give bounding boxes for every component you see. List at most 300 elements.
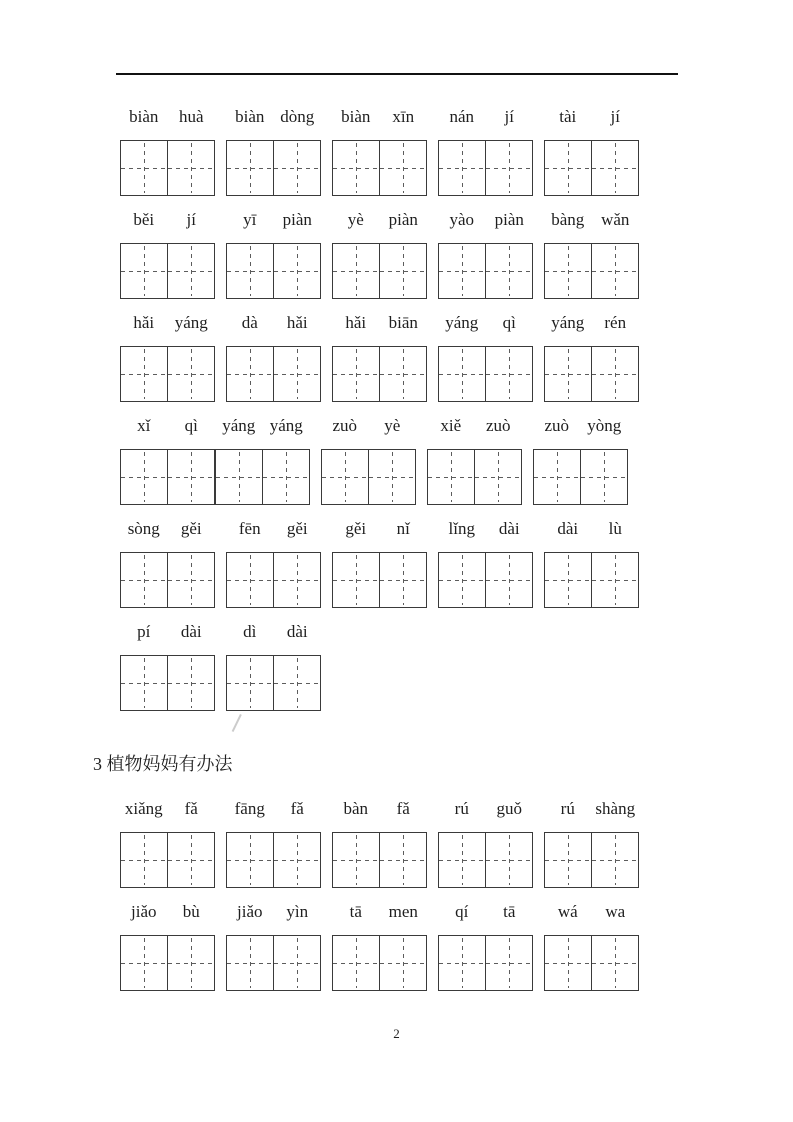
- word-item: [438, 206, 533, 299]
- writing-cell: [274, 833, 320, 887]
- pinyin-syllable: dà: [241, 313, 258, 332]
- writing-cell: [439, 244, 486, 298]
- word-item: [438, 103, 533, 196]
- writing-grid: [226, 655, 321, 711]
- writing-cell: [227, 347, 274, 401]
- writing-cell: [227, 244, 274, 298]
- word-item: [544, 309, 639, 402]
- writing-grid: [544, 243, 639, 299]
- writing-grid: [332, 935, 427, 991]
- grid-box: [321, 449, 416, 505]
- pinyin-syllable: yáng: [174, 313, 208, 332]
- writing-cell: [428, 450, 475, 504]
- word-row: [120, 618, 680, 711]
- pinyin-syllable: xiě: [440, 416, 462, 435]
- pinyin-syllable: rú: [560, 799, 575, 818]
- writing-cell: [168, 450, 214, 504]
- writing-cell: [592, 833, 638, 887]
- pinyin-syllable: bàn: [343, 799, 369, 818]
- writing-cell: [486, 141, 532, 195]
- writing-cell: [227, 141, 274, 195]
- pinyin-label: [120, 412, 310, 449]
- writing-cell: [369, 450, 415, 504]
- writing-cell: [333, 141, 380, 195]
- pinyin-syllable: hǎi: [133, 313, 155, 332]
- pinyin-label: [544, 795, 639, 832]
- writing-cell: [168, 141, 214, 195]
- grid-box: [120, 449, 215, 505]
- grid-box: [332, 935, 427, 991]
- word-item: [120, 795, 215, 888]
- grid-box: [332, 552, 427, 608]
- writing-grid: [321, 449, 416, 505]
- grid-box: [332, 832, 427, 888]
- pinyin-label: [226, 206, 321, 243]
- writing-cell: [545, 833, 592, 887]
- pinyin-syllable: yè: [384, 416, 401, 435]
- writing-grid: [438, 552, 533, 608]
- pinyin-syllable: piàn: [282, 210, 312, 229]
- writing-cell: [274, 141, 320, 195]
- writing-cell: [545, 936, 592, 990]
- word-item: [438, 515, 533, 608]
- grid-box: [544, 832, 639, 888]
- pinyin-syllable: xǐ: [137, 416, 151, 435]
- writing-cell: [439, 936, 486, 990]
- grid-box: [332, 140, 427, 196]
- pinyin-syllable: tā: [503, 902, 516, 921]
- writing-cell: [121, 450, 168, 504]
- writing-cell: [168, 347, 214, 401]
- pinyin-label: [427, 412, 522, 449]
- pinyin-label: [438, 309, 533, 346]
- writing-cell: [380, 833, 426, 887]
- pinyin-label: [438, 795, 533, 832]
- grid-box: [120, 552, 215, 608]
- pinyin-label: [544, 309, 639, 346]
- writing-cell: [274, 347, 320, 401]
- pinyin-label: [332, 898, 427, 935]
- writing-cell: [121, 936, 168, 990]
- writing-cell: [121, 656, 168, 710]
- pinyin-syllable: rén: [604, 313, 627, 332]
- writing-cell: [274, 936, 320, 990]
- pinyin-syllable: fǎ: [396, 799, 410, 818]
- writing-grid: [544, 140, 639, 196]
- word-item: [226, 795, 321, 888]
- writing-grid: [533, 449, 628, 505]
- grid-box: [332, 346, 427, 402]
- writing-grid: [120, 140, 215, 196]
- pinyin-syllable: yáng: [551, 313, 585, 332]
- grid-box: [120, 346, 215, 402]
- grid-box: [544, 140, 639, 196]
- writing-cell: [168, 553, 214, 607]
- grid-box: [544, 935, 639, 991]
- pinyin-syllable: zuò: [544, 416, 570, 435]
- pinyin-label: [438, 898, 533, 935]
- word-row: [120, 103, 680, 196]
- word-item: [427, 412, 522, 505]
- pinyin-syllable: běi: [133, 210, 155, 229]
- word-item: [544, 515, 639, 608]
- writing-cell: [486, 347, 532, 401]
- writing-cell: [121, 833, 168, 887]
- pinyin-syllable: men: [388, 902, 418, 921]
- writing-cell: [380, 347, 426, 401]
- writing-cell: [545, 244, 592, 298]
- pinyin-label: [544, 206, 639, 243]
- pinyin-syllable: dài: [557, 519, 579, 538]
- pinyin-syllable: rú: [454, 799, 469, 818]
- pinyin-label: [544, 898, 639, 935]
- writing-grid: [438, 935, 533, 991]
- pinyin-syllable: yáng: [222, 416, 256, 435]
- writing-cell: [274, 244, 320, 298]
- pinyin-syllable: jiǎo: [131, 902, 157, 921]
- pinyin-syllable: qì: [184, 416, 198, 435]
- pinyin-label: [332, 515, 427, 552]
- word-item: [332, 309, 427, 402]
- grid-box: [226, 346, 321, 402]
- pinyin-syllable: jí: [186, 210, 196, 229]
- writing-cell: [545, 141, 592, 195]
- grid-box: [120, 935, 215, 991]
- writing-grid: [226, 243, 321, 299]
- pinyin-syllable: gěi: [180, 519, 202, 538]
- writing-grid: [332, 832, 427, 888]
- pinyin-syllable: fēn: [238, 519, 261, 538]
- writing-cell: [333, 833, 380, 887]
- writing-cell: [592, 347, 638, 401]
- writing-cell: [216, 450, 263, 504]
- pinyin-syllable: wa: [605, 902, 626, 921]
- grid-box: [544, 346, 639, 402]
- pinyin-syllable: gěi: [345, 519, 367, 538]
- writing-cell: [274, 656, 320, 710]
- writing-cell: [545, 553, 592, 607]
- writing-cell: [333, 347, 380, 401]
- pinyin-label: [226, 309, 321, 346]
- writing-cell: [168, 244, 214, 298]
- pinyin-syllable: tā: [349, 902, 362, 921]
- pinyin-syllable: fǎ: [290, 799, 304, 818]
- writing-cell: [486, 833, 532, 887]
- pinyin-label: [332, 206, 427, 243]
- writing-grid: [332, 243, 427, 299]
- writing-grid: [226, 346, 321, 402]
- grid-box: [226, 552, 321, 608]
- writing-cell: [545, 347, 592, 401]
- writing-cell: [322, 450, 369, 504]
- pinyin-syllable: yáng: [269, 416, 303, 435]
- grid-box: [226, 832, 321, 888]
- pinyin-label: [332, 103, 427, 140]
- word-item: [226, 515, 321, 608]
- pinyin-label: [321, 412, 416, 449]
- worksheet-content: [93, 103, 680, 1001]
- writing-cell: [121, 347, 168, 401]
- writing-cell: [439, 141, 486, 195]
- writing-cell: [534, 450, 581, 504]
- writing-grid: [544, 552, 639, 608]
- writing-grid: [226, 140, 321, 196]
- pinyin-syllable: lǐng: [448, 519, 475, 538]
- pinyin-label: [120, 515, 215, 552]
- word-item: [120, 103, 215, 196]
- grid-box: [427, 449, 522, 505]
- pinyin-label: [226, 515, 321, 552]
- writing-cell: [333, 936, 380, 990]
- word-item: [332, 795, 427, 888]
- pinyin-label: [120, 206, 215, 243]
- pinyin-syllable: wá: [557, 902, 578, 921]
- header-rule: [116, 73, 678, 75]
- pinyin-syllable: jí: [610, 107, 620, 126]
- writing-cell: [581, 450, 627, 504]
- writing-cell: [439, 553, 486, 607]
- grid-box: [226, 935, 321, 991]
- word-item: [120, 309, 215, 402]
- pinyin-syllable: sòng: [127, 519, 160, 538]
- writing-cell: [227, 833, 274, 887]
- pinyin-label: [120, 309, 215, 346]
- pinyin-syllable: biàn: [341, 107, 371, 126]
- pinyin-label: [120, 898, 215, 935]
- pinyin-syllable: nǐ: [396, 519, 410, 538]
- word-item: [226, 103, 321, 196]
- word-item: [120, 412, 310, 505]
- pinyin-syllable: zuò: [485, 416, 511, 435]
- word-row: [120, 412, 680, 505]
- pinyin-syllable: xiǎng: [124, 799, 163, 818]
- word-row: [120, 898, 680, 991]
- writing-cell: [168, 833, 214, 887]
- writing-cell: [439, 347, 486, 401]
- word-item: [544, 795, 639, 888]
- writing-grid: [438, 140, 533, 196]
- pinyin-syllable: shàng: [595, 799, 636, 818]
- grid-box: [438, 552, 533, 608]
- pinyin-syllable: guǒ: [496, 799, 522, 818]
- pinyin-syllable: qí: [455, 902, 469, 921]
- word-item: [226, 206, 321, 299]
- writing-cell: [592, 936, 638, 990]
- word-item: [226, 309, 321, 402]
- pinyin-label: [120, 618, 215, 655]
- grid-box: [332, 243, 427, 299]
- pinyin-syllable: dòng: [280, 107, 315, 126]
- pinyin-syllable: dài: [498, 519, 520, 538]
- writing-grid: [120, 346, 215, 402]
- pinyin-syllable: dì: [243, 622, 257, 641]
- grid-box: [438, 243, 533, 299]
- pinyin-label: [533, 412, 628, 449]
- word-item: [120, 515, 215, 608]
- writing-cell: [274, 553, 320, 607]
- writing-cell: [486, 553, 532, 607]
- pinyin-syllable: biān: [388, 313, 418, 332]
- page-number: 2: [393, 1026, 400, 1041]
- word-item: [120, 898, 215, 991]
- grid-box: [120, 832, 215, 888]
- pinyin-syllable: biàn: [235, 107, 265, 126]
- word-item: [332, 515, 427, 608]
- writing-grid: [332, 140, 427, 196]
- pinyin-syllable: yào: [449, 210, 475, 229]
- pinyin-syllable: fǎ: [184, 799, 198, 818]
- grid-box: [120, 655, 215, 711]
- word-item: [544, 898, 639, 991]
- word-item: [533, 412, 628, 505]
- pinyin-syllable: jiǎo: [237, 902, 263, 921]
- pinyin-syllable: bàng: [551, 210, 585, 229]
- pinyin-syllable: bù: [182, 902, 200, 921]
- pinyin-label: [226, 103, 321, 140]
- pinyin-syllable: biàn: [129, 107, 159, 126]
- pinyin-label: [544, 515, 639, 552]
- word-item: [544, 103, 639, 196]
- writing-cell: [439, 833, 486, 887]
- writing-grid: [120, 243, 215, 299]
- writing-grid: [427, 449, 522, 505]
- pinyin-syllable: xīn: [392, 107, 415, 126]
- grid-box: [120, 243, 215, 299]
- word-item: [544, 206, 639, 299]
- pinyin-syllable: yìn: [286, 902, 309, 921]
- writing-cell: [486, 244, 532, 298]
- pinyin-syllable: yè: [347, 210, 364, 229]
- pinyin-label: [226, 795, 321, 832]
- word-item: [321, 412, 416, 505]
- pinyin-syllable: yī: [243, 210, 257, 229]
- pinyin-label: [332, 795, 427, 832]
- writing-cell: [380, 244, 426, 298]
- writing-grid: [226, 935, 321, 991]
- writing-grid: [120, 449, 310, 505]
- writing-grid: [332, 346, 427, 402]
- pinyin-label: [226, 618, 321, 655]
- grid-box: [120, 140, 215, 196]
- pinyin-label: [438, 515, 533, 552]
- writing-cell: [592, 553, 638, 607]
- pinyin-syllable: pí: [137, 622, 151, 641]
- writing-grid: [438, 832, 533, 888]
- pinyin-label: [438, 206, 533, 243]
- writing-cell: [333, 553, 380, 607]
- word-row: [120, 206, 680, 299]
- writing-grid: [120, 832, 215, 888]
- pinyin-syllable: dài: [180, 622, 202, 641]
- writing-cell: [380, 553, 426, 607]
- pinyin-label: [438, 103, 533, 140]
- pinyin-syllable: dài: [286, 622, 308, 641]
- word-row: [120, 795, 680, 888]
- pinyin-label: [120, 103, 215, 140]
- pinyin-syllable: lù: [608, 519, 622, 538]
- word-item: [438, 898, 533, 991]
- word-item: [226, 898, 321, 991]
- word-item: [120, 618, 215, 711]
- writing-cell: [592, 141, 638, 195]
- word-item: [332, 206, 427, 299]
- writing-cell: [380, 936, 426, 990]
- pinyin-syllable: tài: [559, 107, 577, 126]
- writing-cell: [168, 656, 214, 710]
- writing-cell: [486, 936, 532, 990]
- section-heading: 3 植物妈妈有办法: [93, 754, 233, 774]
- pinyin-syllable: wǎn: [601, 210, 630, 229]
- pinyin-syllable: piàn: [494, 210, 524, 229]
- grid-box: [215, 449, 310, 505]
- grid-box: [438, 140, 533, 196]
- word-item: [332, 103, 427, 196]
- writing-cell: [121, 141, 168, 195]
- pinyin-syllable: qì: [502, 313, 516, 332]
- grid-box: [226, 243, 321, 299]
- word-item: [438, 795, 533, 888]
- pinyin-syllable: zuò: [332, 416, 358, 435]
- grid-box: [438, 935, 533, 991]
- writing-grid: [544, 935, 639, 991]
- pinyin-syllable: gěi: [286, 519, 308, 538]
- pinyin-label: [120, 795, 215, 832]
- grid-box: [226, 140, 321, 196]
- word-row: [120, 309, 680, 402]
- writing-grid: [544, 832, 639, 888]
- grid-box: [226, 655, 321, 711]
- pinyin-syllable: fāng: [234, 799, 265, 818]
- writing-grid: [120, 655, 215, 711]
- writing-cell: [475, 450, 521, 504]
- pinyin-syllable: yáng: [445, 313, 479, 332]
- writing-cell: [227, 656, 274, 710]
- word-row: [120, 515, 680, 608]
- pinyin-syllable: hǎi: [345, 313, 367, 332]
- grid-box: [438, 832, 533, 888]
- grid-box: [544, 552, 639, 608]
- pinyin-syllable: huà: [178, 107, 204, 126]
- writing-cell: [227, 553, 274, 607]
- writing-cell: [380, 141, 426, 195]
- writing-grid: [120, 552, 215, 608]
- pinyin-syllable: yòng: [587, 416, 622, 435]
- pinyin-label: [226, 898, 321, 935]
- writing-grid: [332, 552, 427, 608]
- pinyin-syllable: hǎi: [286, 313, 308, 332]
- pinyin-syllable: piàn: [388, 210, 418, 229]
- writing-grid: [544, 346, 639, 402]
- writing-grid: [120, 935, 215, 991]
- word-item: [226, 618, 321, 711]
- writing-cell: [121, 553, 168, 607]
- grid-box: [533, 449, 628, 505]
- writing-cell: [263, 450, 309, 504]
- writing-grid: [438, 243, 533, 299]
- pinyin-label: [544, 103, 639, 140]
- grid-box: [544, 243, 639, 299]
- pinyin-label: [332, 309, 427, 346]
- pinyin-syllable: jí: [504, 107, 514, 126]
- writing-cell: [592, 244, 638, 298]
- writing-grid: [438, 346, 533, 402]
- writing-grid: [226, 552, 321, 608]
- writing-grid: [226, 832, 321, 888]
- writing-cell: [121, 244, 168, 298]
- grid-box: [438, 346, 533, 402]
- writing-cell: [168, 936, 214, 990]
- pinyin-syllable: nán: [449, 107, 475, 126]
